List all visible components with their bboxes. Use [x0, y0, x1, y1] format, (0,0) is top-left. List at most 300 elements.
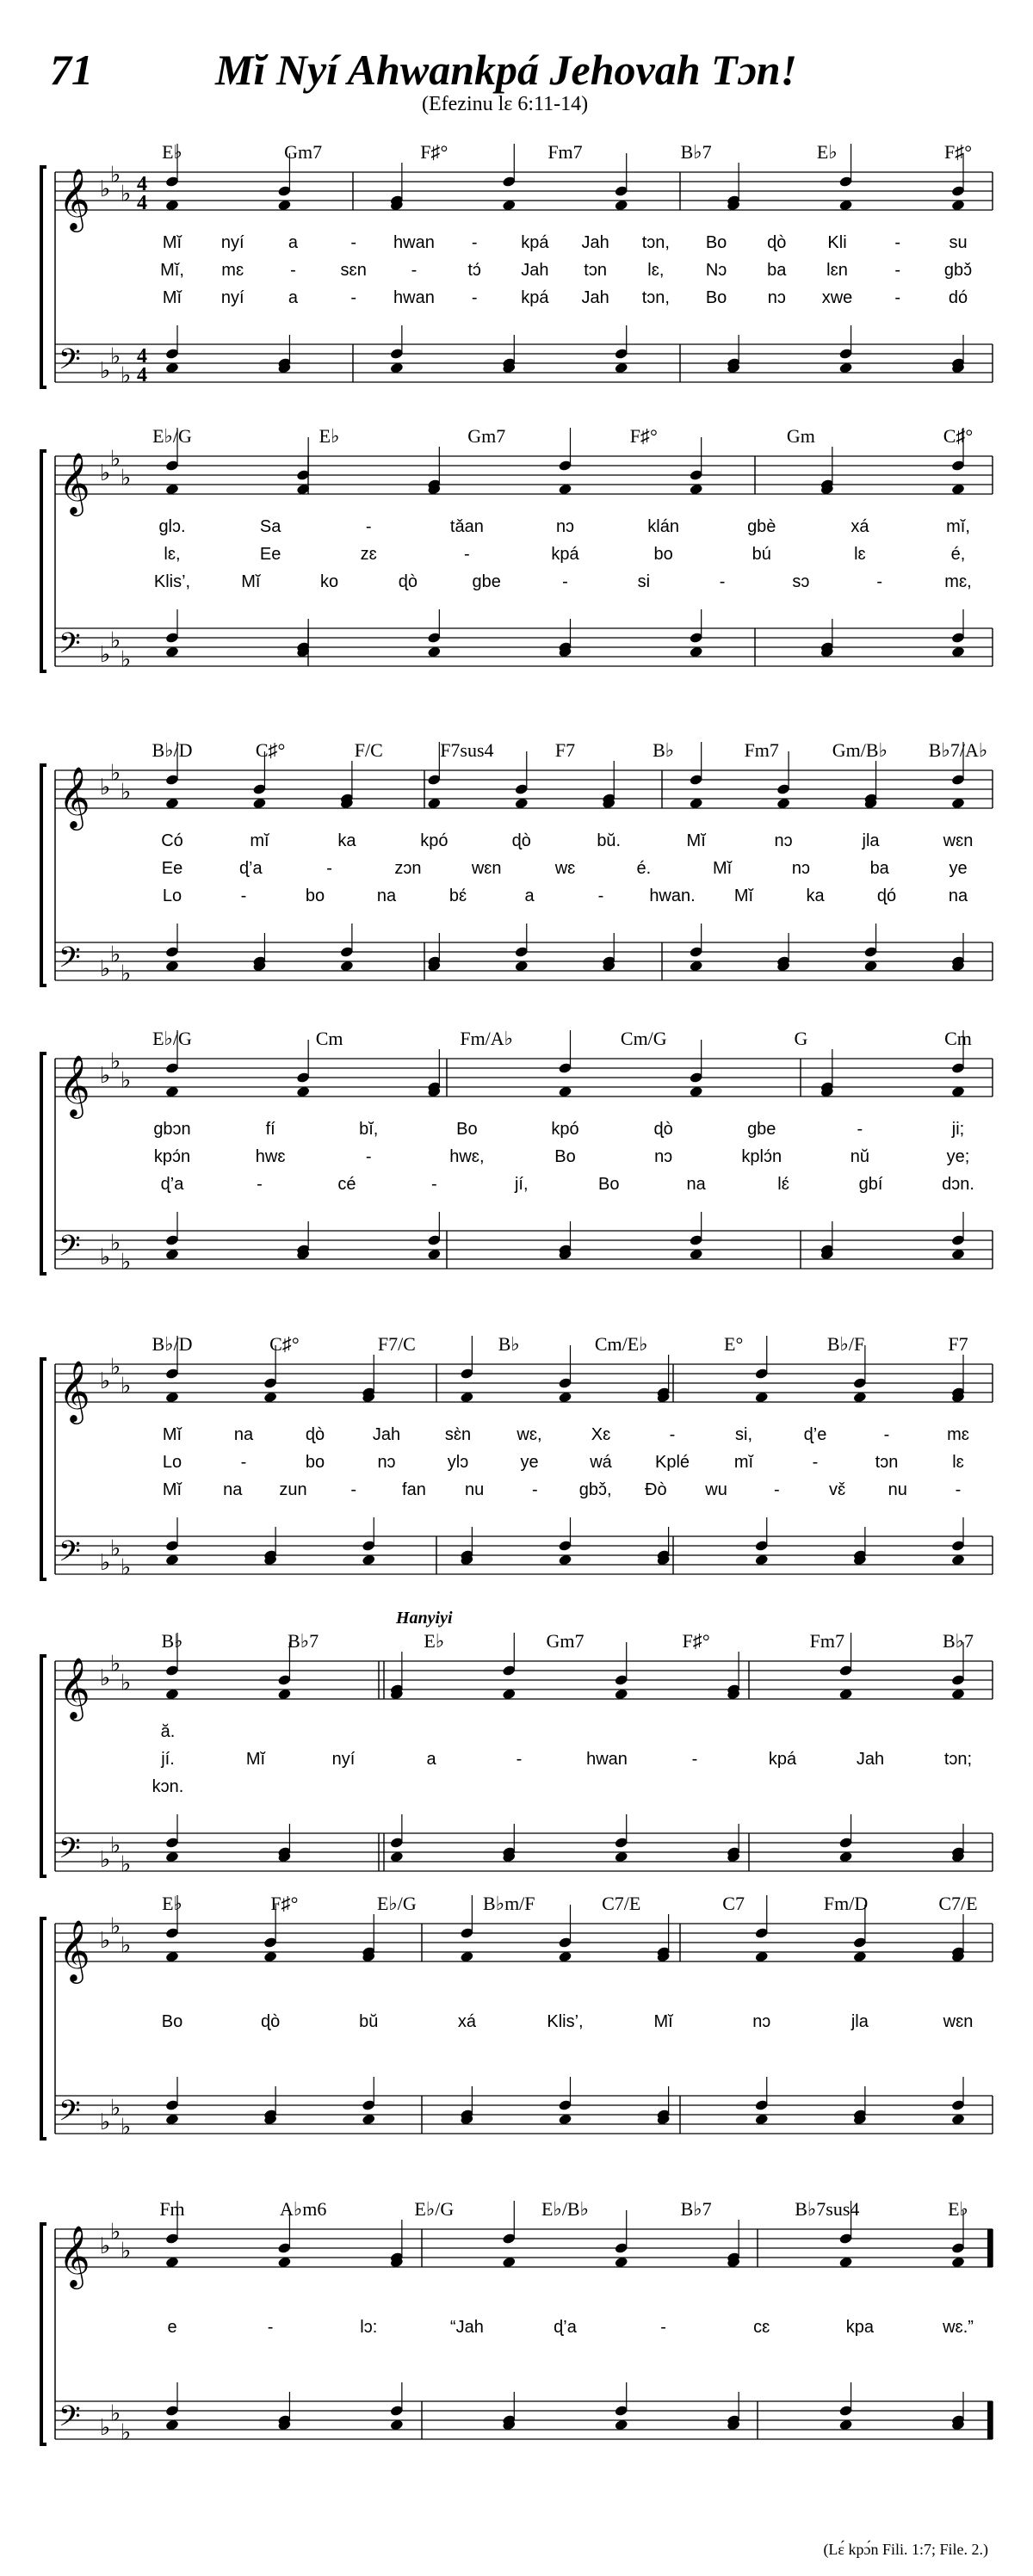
bass-clef-icon: 𝄢 — [59, 2095, 81, 2134]
lyric-syllable: Jah — [581, 288, 609, 307]
lyric-syllable: Ðò — [645, 1480, 667, 1499]
flat-icon: ♭ — [100, 460, 111, 486]
chord-symbol: E♭ — [948, 2198, 968, 2220]
lyric-syllable: kpó — [420, 831, 448, 850]
bass-staff — [55, 2095, 993, 2140]
lyric-syllable: nyí — [220, 233, 244, 252]
chord-symbol: B♭7sus4 — [795, 2198, 860, 2220]
chord-symbol: Gm7 — [467, 425, 506, 447]
bass-clef-icon: 𝄢 — [59, 1230, 81, 1269]
chord-symbols — [161, 1630, 974, 1652]
lyric-syllable: na — [376, 886, 397, 905]
chord-symbol: Fm/A♭ — [460, 1028, 514, 1049]
chord-symbol: Cm/G — [620, 1028, 667, 1049]
lyric-syllable: gbe — [472, 572, 501, 591]
lyric-syllable: Mĭ — [162, 1480, 182, 1499]
chord-symbol: Gm7 — [284, 141, 323, 163]
lyric-syllable: gbɔ̌, — [578, 1480, 612, 1499]
chord-symbol: Fm/D — [823, 1893, 869, 1914]
lyric-syllable: Mĭ — [162, 1425, 182, 1444]
lyric-syllable: - — [894, 233, 901, 252]
chord-symbol: B♭7/A♭ — [928, 739, 988, 761]
lyric-syllable: ɖ’e — [803, 1425, 827, 1444]
system-5 — [41, 1333, 993, 1581]
lyric-syllable: Bo — [456, 1120, 478, 1139]
lyrics — [163, 1425, 969, 1499]
note-heads — [165, 1030, 966, 1261]
lyric-syllable: é. — [636, 859, 652, 878]
treble-staff — [55, 1914, 993, 1985]
chord-symbol: C7 — [722, 1893, 745, 1914]
final-bar-line — [987, 2401, 993, 2439]
lyric-syllable: tɔn — [875, 1453, 899, 1472]
lyric-syllable: kpɔ́n — [153, 1147, 191, 1166]
lyric-syllable: zɛ — [360, 545, 377, 564]
lyric-syllable: e — [167, 2318, 177, 2337]
flat-icon: ♭ — [121, 2238, 132, 2264]
system-7 — [41, 1893, 993, 2140]
bass-staff — [55, 343, 993, 389]
chord-symbol: B♭/F — [826, 1333, 865, 1355]
chord-symbols — [159, 2198, 968, 2220]
chord-symbol: F♯° — [943, 141, 973, 163]
lyric-syllable: Bo — [705, 288, 727, 307]
lyric-syllable: kpó — [551, 1120, 579, 1139]
lyric-syllable: nɔ — [791, 859, 810, 878]
lyric-syllable: ba — [767, 261, 787, 280]
lyrics — [162, 2012, 974, 2031]
chord-symbols — [152, 1333, 968, 1355]
chord-symbol: C7/E — [602, 1893, 641, 1914]
flat-icon: ♭ — [121, 779, 132, 806]
treble-staff — [55, 761, 993, 831]
lyric-syllable: Mĭ — [733, 886, 754, 905]
flat-icon: ♭ — [100, 2110, 111, 2135]
chord-symbol: B♭ — [161, 1630, 183, 1652]
footer-reference: (Lɛ́ kpɔ́n Fili. 1:7; File. 2.) — [823, 2541, 988, 2558]
lyric-syllable: wá — [590, 1453, 612, 1472]
lyric-syllable: Sa — [259, 517, 281, 536]
note-heads — [165, 1633, 966, 1863]
flat-icon: ♭ — [110, 2400, 121, 2427]
lyric-syllable: hwan — [586, 1750, 628, 1769]
lyric-line-1 — [167, 2318, 973, 2337]
flat-icon: ♭ — [121, 1373, 132, 1399]
chord-symbol: A♭m6 — [279, 2198, 327, 2220]
system-1 — [41, 141, 993, 389]
lyric-line-1 — [161, 1722, 176, 1741]
lyric-syllable: Mĭ — [245, 1750, 266, 1769]
final-bar-line — [987, 2229, 993, 2267]
lyric-line-1 — [163, 233, 968, 252]
time-signature: 4 — [137, 363, 147, 386]
chord-symbol: B♭/D — [152, 1333, 193, 1355]
lyric-line-3 — [163, 288, 968, 307]
system-bracket — [41, 1918, 46, 2139]
flat-icon: ♭ — [110, 942, 121, 968]
lyric-line-3 — [163, 886, 968, 905]
lyric-syllable: ba — [869, 859, 889, 878]
lyric-syllable: ɖò — [261, 2012, 281, 2031]
lyric-syllable: bo — [305, 1453, 325, 1472]
lyric-syllable: - — [883, 1425, 890, 1444]
lyric-syllable: - — [719, 572, 726, 591]
lyric-syllable: hwan. — [649, 886, 696, 905]
flat-icon: ♭ — [110, 1354, 121, 1381]
lyric-syllable: vɛ̌ — [828, 1480, 846, 1499]
lyric-syllable: kpá — [551, 545, 579, 564]
chord-symbol: Fm7 — [809, 1630, 845, 1652]
lyric-line-3 — [154, 572, 972, 591]
lyric-syllable: - — [365, 1147, 372, 1166]
chord-symbol: C7/E — [938, 1893, 978, 1914]
lyric-syllable: tɔ́ — [467, 261, 481, 280]
lyric-syllable: kpá — [521, 233, 549, 252]
lyric-syllable: - — [411, 261, 418, 280]
flat-icon: ♭ — [110, 760, 121, 787]
lyric-syllable: - — [597, 886, 604, 905]
lyric-syllable: tɔn; — [943, 1750, 973, 1769]
lyric-syllable: ye; — [946, 1147, 970, 1166]
lyric-syllable: cé — [337, 1175, 356, 1194]
scripture-reference: (Efezinu lɛ 6:11-14) — [422, 93, 589, 115]
treble-clef-icon: 𝄞 — [59, 1053, 90, 1116]
lyric-syllable: ă. — [160, 1722, 176, 1741]
chord-symbol: Fm — [159, 2198, 185, 2220]
lyric-syllable: na — [948, 886, 968, 905]
lyric-syllable: wɛ — [554, 859, 576, 878]
lyric-syllable: - — [532, 1480, 538, 1499]
lyric-syllable: nɔ — [377, 1453, 396, 1472]
bass-clef-icon: 𝄢 — [59, 627, 81, 667]
lyric-syllable: nu — [465, 1480, 485, 1499]
bass-staff — [55, 1832, 993, 1878]
flat-icon: ♭ — [100, 2415, 111, 2441]
lyric-syllable: é, — [950, 545, 966, 564]
chord-symbol: E♭/G — [376, 1893, 417, 1914]
lyric-line-1 — [161, 831, 973, 850]
lyric-syllable: - — [812, 1453, 819, 1472]
lyric-syllable: - — [660, 2318, 666, 2337]
note-heads — [165, 1895, 966, 2126]
lyric-syllable: Xɛ — [591, 1425, 611, 1444]
lyric-syllable: gbɔ̌ — [943, 261, 973, 280]
flat-icon: ♭ — [100, 1245, 111, 1270]
flat-icon: ♭ — [110, 343, 121, 370]
lyric-syllable: cɛ — [753, 2318, 770, 2337]
lyric-syllable: gbe — [747, 1120, 776, 1139]
bass-clef-icon: 𝄢 — [59, 343, 81, 383]
lyric-line-1 — [153, 1120, 964, 1139]
lyric-syllable: zun — [279, 1480, 307, 1499]
lyric-syllable: - — [562, 572, 568, 591]
lyric-syllable: a — [426, 1750, 436, 1769]
chord-symbol: Gm/B♭ — [832, 739, 888, 761]
time-signature: 4 — [137, 191, 147, 214]
chord-symbol: F7/C — [377, 1333, 416, 1355]
system-3 — [41, 739, 993, 987]
lyric-syllable: ka — [337, 831, 356, 850]
lyric-syllable: hwɛ — [255, 1147, 286, 1166]
lyric-syllable: - — [669, 1425, 676, 1444]
lyric-syllable: ɖò — [511, 831, 531, 850]
treble-staff — [55, 1355, 993, 1425]
lyric-syllable: ɖò — [398, 572, 418, 591]
chord-symbol: E♭/G — [152, 1028, 192, 1049]
lyric-syllable: dɔn. — [942, 1175, 974, 1194]
hymn-title: Mĭ Nyí Ahwankpá Jehovah Tɔn! — [215, 46, 798, 94]
treble-clef-icon: 𝄞 — [59, 1918, 90, 1981]
lyric-line-2 — [163, 1453, 964, 1472]
system-bracket — [41, 1359, 46, 1579]
flat-icon: ♭ — [121, 1851, 132, 1878]
bass-staff — [55, 1230, 993, 1276]
treble-clef-icon: 𝄞 — [59, 2224, 90, 2287]
lyric-syllable: si — [637, 572, 651, 591]
lyric-syllable: - — [857, 1120, 863, 1139]
flat-icon: ♭ — [110, 1913, 121, 1940]
lyric-syllable: klán — [647, 517, 679, 536]
chord-symbol: B♭m/F — [483, 1893, 535, 1914]
chord-symbol: F♯° — [682, 1630, 710, 1652]
lyric-syllable: jla — [862, 831, 880, 850]
lyric-syllable: wu — [705, 1480, 727, 1499]
lyric-syllable: mɛ — [221, 261, 244, 280]
lyric-syllable: Mĭ — [653, 2012, 673, 2031]
lyric-syllable: ɖò — [653, 1120, 673, 1139]
lyric-syllable: wɛ.” — [943, 2318, 974, 2337]
chord-symbols — [152, 1028, 972, 1049]
system-2 — [41, 425, 993, 673]
lyric-syllable: - — [894, 288, 901, 307]
lyric-syllable: na — [233, 1425, 254, 1444]
bass-clef-icon: 𝄢 — [59, 942, 81, 981]
lyric-syllable: kplɔ́n — [741, 1147, 782, 1166]
chord-symbol: B♭ — [653, 739, 675, 761]
chord-symbol: B♭7 — [288, 1630, 319, 1652]
lyric-syllable: - — [267, 2318, 274, 2337]
lyric-syllable: si, — [735, 1425, 752, 1444]
lyric-syllable: ye — [520, 1453, 539, 1472]
lyric-syllable: hwan — [393, 233, 435, 252]
lyric-syllable: bɛ́ — [448, 886, 467, 905]
flat-icon: ♭ — [121, 465, 132, 491]
treble-staff — [55, 163, 993, 233]
flat-icon: ♭ — [110, 1048, 121, 1075]
lyric-syllable: jí, — [514, 1175, 529, 1194]
flat-icon: ♭ — [121, 646, 132, 673]
lyric-syllable: Bo — [705, 233, 727, 252]
chord-symbols — [162, 141, 972, 163]
lyric-syllable: tɔn — [584, 261, 607, 280]
lyrics — [152, 1722, 972, 1796]
system-bracket — [41, 167, 46, 387]
treble-staff — [55, 447, 993, 517]
flat-icon: ♭ — [100, 956, 111, 982]
flat-icon: ♭ — [100, 775, 111, 800]
flat-icon: ♭ — [121, 1249, 132, 1276]
flat-icon: ♭ — [100, 1368, 111, 1394]
flat-icon: ♭ — [100, 358, 111, 384]
lyric-syllable: nɔ — [752, 2012, 771, 2031]
lyric-syllable: kɔn. — [152, 1777, 184, 1796]
lyric-syllable: jí. — [161, 1750, 175, 1769]
lyric-syllable: a — [288, 288, 299, 307]
lyric-syllable: - — [430, 1175, 437, 1194]
lyric-syllable: lɛ, — [647, 261, 665, 280]
flat-icon: ♭ — [100, 1928, 111, 1954]
lyric-syllable: bo — [305, 886, 325, 905]
lyric-syllable: mĭ — [250, 831, 269, 850]
treble-clef-icon: 𝄞 — [59, 451, 90, 514]
lyric-syllable: Jah — [856, 1750, 885, 1769]
bass-staff — [55, 627, 993, 673]
lyric-syllable: nyí — [331, 1750, 356, 1769]
lyric-syllable: Mĭ — [162, 233, 182, 252]
chord-symbol: B♭7 — [942, 1630, 974, 1652]
chord-symbol: E♭ — [816, 141, 838, 163]
lyric-syllable: - — [350, 1480, 357, 1499]
lyric-syllable: mɛ — [947, 1425, 969, 1444]
lyric-syllable: na — [686, 1175, 706, 1194]
chord-symbol: B♭/D — [152, 739, 193, 761]
lyric-syllable: Mĭ — [686, 831, 706, 850]
lyric-syllable: ɖò — [767, 233, 787, 252]
lyric-syllable: jla — [851, 2012, 869, 2031]
lyric-syllable: gbè — [747, 517, 776, 536]
lyric-syllable: a — [288, 233, 299, 252]
lyric-syllable: wɛ, — [516, 1425, 542, 1444]
lyric-syllable: bú — [752, 545, 771, 564]
note-heads — [162, 144, 966, 374]
lyric-syllable: kpa — [845, 2318, 874, 2337]
lyric-syllable: “Jah — [449, 2318, 484, 2337]
chord-symbols — [152, 739, 987, 761]
chord-symbol: E♭ — [424, 1630, 445, 1652]
flat-icon: ♭ — [100, 1665, 111, 1691]
lyric-syllable: - — [257, 1175, 263, 1194]
flat-icon: ♭ — [121, 1932, 132, 1959]
lyric-syllable: nɔ — [767, 288, 786, 307]
treble-staff — [55, 1049, 993, 1120]
lyric-syllable: - — [516, 1750, 523, 1769]
lyric-line-2 — [164, 545, 965, 564]
time-signature: 4 — [137, 172, 147, 195]
system-6 — [41, 1609, 993, 1878]
lyric-syllable: fan — [402, 1480, 426, 1499]
lyric-syllable: - — [471, 233, 478, 252]
flat-icon: ♭ — [121, 1554, 132, 1581]
lyric-syllable: na — [223, 1480, 243, 1499]
lyric-syllable: wɛn — [943, 2012, 974, 2031]
flat-icon: ♭ — [110, 1832, 121, 1859]
chord-symbol: Fm7 — [744, 739, 779, 761]
bass-staff — [55, 2400, 993, 2446]
lyric-syllable: Bo — [161, 2012, 183, 2031]
bass-clef-icon: 𝄢 — [59, 2400, 81, 2440]
lyric-syllable: kpá — [768, 1750, 797, 1769]
chord-symbol: E° — [724, 1333, 744, 1355]
lyric-syllable: ɖ’a — [554, 2318, 577, 2337]
lyric-line-2 — [160, 261, 972, 280]
lyric-syllable: Nɔ — [705, 261, 727, 280]
lyric-syllable: nu — [888, 1480, 907, 1499]
flat-icon: ♭ — [110, 1651, 121, 1677]
lyric-line-2 — [154, 1147, 969, 1166]
lyric-syllable: bĭ, — [359, 1120, 379, 1139]
chord-symbol: B♭7 — [680, 2198, 712, 2220]
chord-symbol: B♭7 — [680, 141, 712, 163]
bass-clef-icon: 𝄢 — [59, 1535, 81, 1575]
flat-icon: ♭ — [100, 1847, 111, 1873]
lyric-syllable: - — [290, 261, 296, 280]
lyric-syllable: lɔ: — [360, 2318, 378, 2337]
refrain-label: Hanyiyi — [396, 1609, 453, 1628]
treble-clef-icon: 𝄞 — [59, 765, 90, 828]
lyric-syllable: - — [350, 233, 357, 252]
flat-icon: ♭ — [110, 1535, 121, 1562]
lyric-syllable: wɛn — [943, 831, 974, 850]
lyric-syllable: hwan — [393, 288, 435, 307]
lyric-syllable: xá — [457, 2012, 476, 2031]
chord-symbol: C♯° — [255, 739, 286, 761]
system-bracket — [41, 765, 46, 985]
system-8 — [41, 2198, 993, 2446]
lyric-syllable: lɛ, — [164, 545, 181, 564]
chord-symbol: E♭ — [162, 1893, 182, 1914]
lyric-syllable: - — [955, 1480, 962, 1499]
lyric-syllable: lɛ — [952, 1453, 964, 1472]
treble-staff — [55, 2220, 993, 2290]
chord-symbol: C♯° — [269, 1333, 300, 1355]
flat-icon: ♭ — [100, 176, 111, 202]
flat-icon: ♭ — [121, 961, 132, 987]
system-bracket — [41, 1656, 46, 1876]
flat-icon: ♭ — [110, 1230, 121, 1257]
lyric-syllable: Kplé — [654, 1453, 690, 1472]
lyric-syllable: wɛn — [471, 859, 502, 878]
lyric-syllable: xá — [851, 517, 869, 536]
lyric-syllable: lɛ — [854, 545, 866, 564]
lyric-syllable: nɔ — [555, 517, 575, 536]
hymn-number: 71 — [50, 46, 93, 94]
lyric-syllable: ɖó — [876, 886, 897, 905]
lyric-line-2 — [160, 1750, 972, 1769]
chord-symbol: Cm — [944, 1028, 972, 1049]
treble-clef-icon: 𝄞 — [59, 1359, 90, 1422]
flat-icon: ♭ — [110, 162, 121, 188]
lyric-syllable: xwe — [821, 288, 853, 307]
lyrics — [167, 2318, 973, 2337]
lyric-syllable: ɖ’a — [160, 1175, 184, 1194]
lyric-line-3 — [161, 1175, 974, 1194]
lyric-syllable: ylɔ — [447, 1453, 469, 1472]
lyric-syllable: ɖ’a — [238, 859, 263, 878]
lyric-syllable: kpá — [521, 288, 549, 307]
chord-symbol: G — [794, 1028, 808, 1049]
lyric-syllable: nɔ — [654, 1147, 673, 1166]
lyric-syllable: ɖò — [305, 1425, 325, 1444]
lyric-syllable: Jah — [581, 233, 609, 252]
lyric-syllable: - — [471, 288, 478, 307]
lyric-syllable: Mĭ, — [160, 261, 184, 280]
lyric-syllable: zɔn — [394, 859, 422, 878]
lyric-syllable: - — [240, 886, 247, 905]
chord-symbol: E♭ — [319, 425, 340, 447]
flat-icon: ♭ — [100, 2233, 111, 2259]
note-heads — [162, 742, 966, 973]
note-heads — [165, 428, 966, 658]
